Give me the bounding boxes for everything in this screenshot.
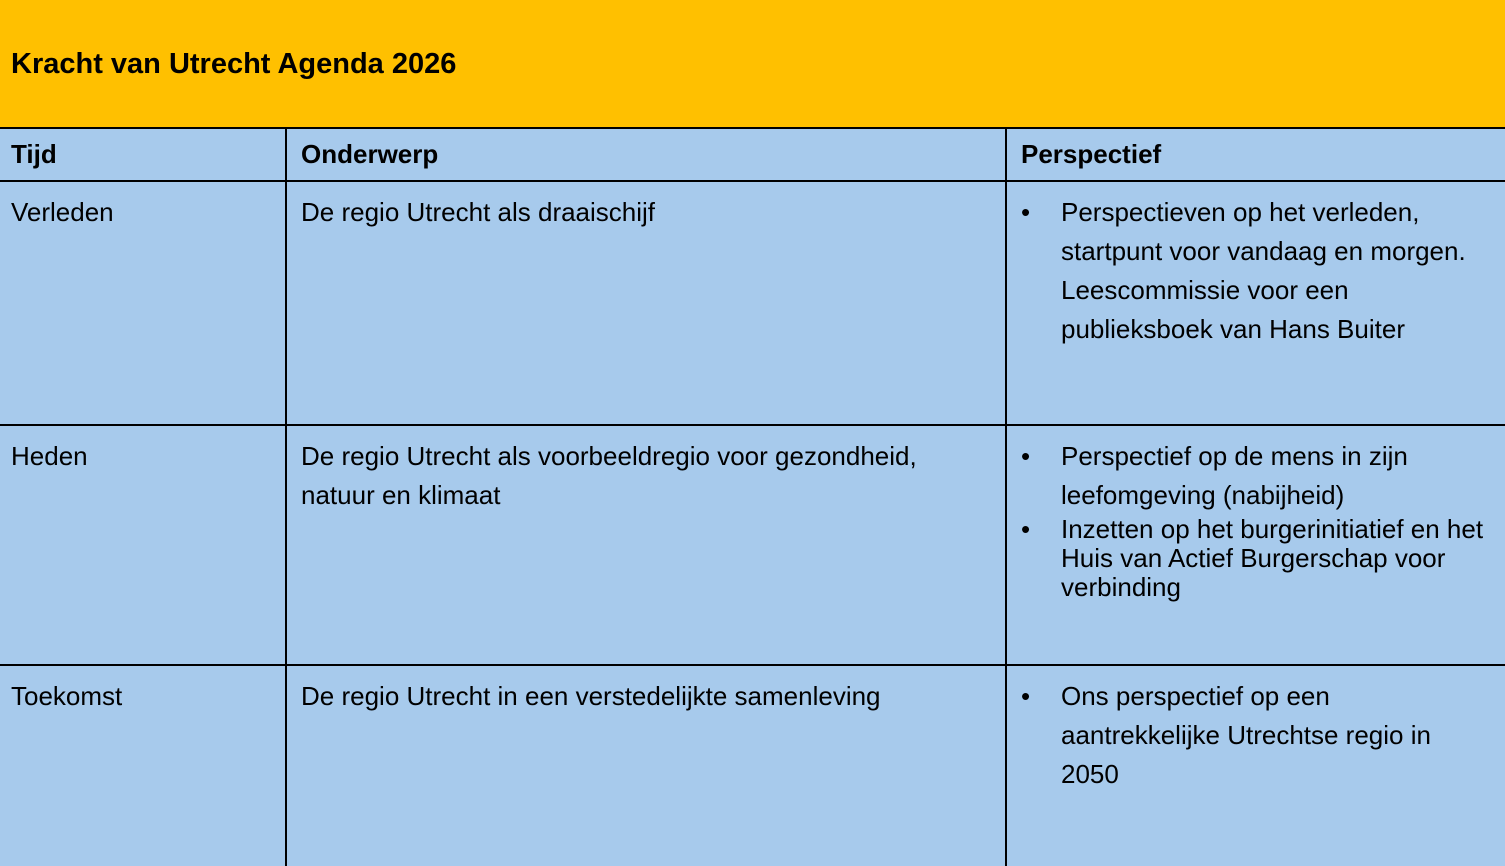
tijd-cell: Heden (11, 441, 88, 471)
onderwerp-cell (285, 182, 1005, 424)
table-row (0, 666, 1505, 866)
onderwerp-text: De regio Utrecht in een verstedelijkte samenleving (301, 681, 881, 711)
perspectief-list (1021, 677, 1505, 794)
table-row (0, 426, 1505, 666)
onderwerp-cell (285, 426, 1005, 664)
perspectief-list (1021, 437, 1505, 602)
column-header-perspectief: Perspectief (1005, 129, 1505, 180)
tijd-cell: Verleden (11, 197, 114, 227)
perspectief-cell (1005, 426, 1505, 664)
bullet-icon: • (1021, 197, 1031, 227)
tijd-cell: Toekomst (11, 681, 123, 711)
table-header-row (0, 129, 1505, 182)
list-item-text: Perspectieven op het verleden, startpunt voor vandaag en morgen. Leescommissie voor een publieksboek van Hans Buiter (1061, 197, 1466, 344)
list-item (1021, 437, 1505, 515)
column-header-onderwerp: Onderwerp (285, 129, 1005, 180)
agenda-table (0, 129, 1505, 866)
onderwerp-text: De regio Utrecht als draaischijf (301, 197, 656, 227)
list-item (1021, 193, 1505, 349)
bullet-icon: • (1021, 681, 1031, 711)
onderwerp-text: De regio Utrecht als voorbeeldregio voor gezondheid, natuur en klimaat (301, 441, 917, 510)
title-banner (0, 0, 1505, 129)
table-row (0, 182, 1505, 426)
perspectief-cell (1005, 182, 1505, 424)
page-title: Kracht van Utrecht Agenda 2026 (11, 48, 457, 80)
perspectief-list (1021, 193, 1505, 349)
bullet-icon: • (1021, 514, 1031, 544)
onderwerp-cell (285, 666, 1005, 866)
list-item-text: Ons perspectief op een aantrekkelijke Utrechtse regio in 2050 (1061, 681, 1431, 789)
column-header-tijd: Tijd (11, 139, 57, 169)
list-item (1021, 515, 1505, 602)
list-item-text: Perspectief op de mens in zijn leefomgeving (nabijheid) (1061, 441, 1408, 510)
list-item-text: Inzetten op het burgerinitiatief en het Huis van Actief Burgerschap voor verbinding (1061, 514, 1484, 602)
list-item (1021, 677, 1505, 794)
bullet-icon: • (1021, 441, 1031, 471)
perspectief-cell (1005, 666, 1505, 866)
